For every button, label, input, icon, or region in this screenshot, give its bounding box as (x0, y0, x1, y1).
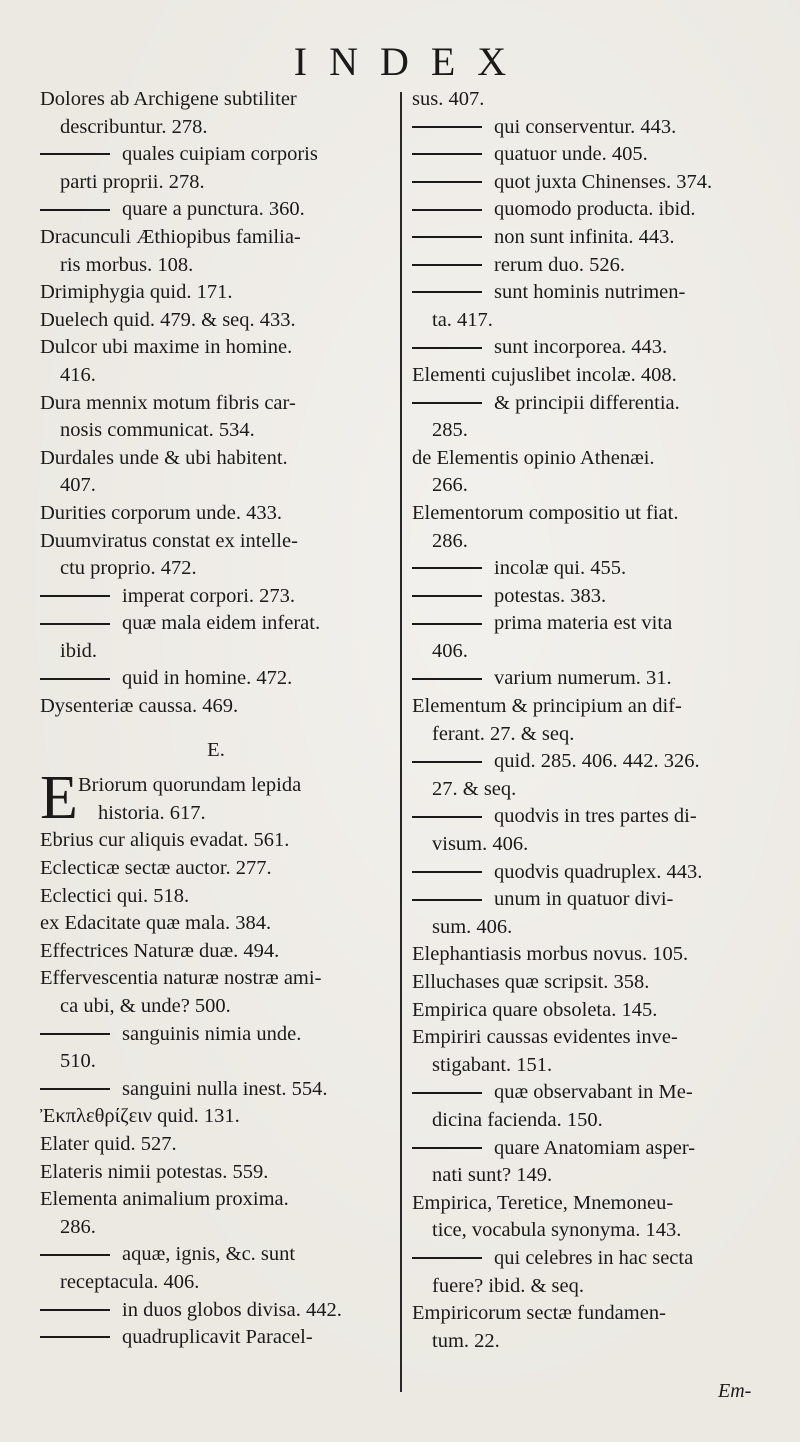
index-entry (40, 1297, 392, 1325)
index-entry (412, 252, 764, 280)
entry-line (40, 417, 392, 445)
entry-text: Dolores ab Archigene subtiliter (40, 88, 297, 110)
entry-line (40, 555, 392, 583)
index-entry (412, 886, 764, 941)
entry-line (412, 638, 764, 666)
entry-line (40, 1324, 392, 1352)
ditto-dash (412, 567, 482, 569)
entry-line (412, 859, 764, 887)
right-column (412, 86, 764, 1355)
ditto-dash (412, 1092, 482, 1094)
entry-text: nosis communicat. 534. (60, 419, 255, 442)
entry-line (40, 334, 392, 362)
ditto-dash (40, 1309, 110, 1311)
entry-line (412, 1024, 764, 1052)
entry-line (412, 1190, 764, 1218)
entry-text: Elephantiasis morbus novus. 105. (412, 943, 689, 966)
entry-text: ferant. 27. & seq. (432, 722, 575, 745)
entry-text: Effectrices Naturæ duæ. 494. (40, 939, 280, 962)
entry-line (40, 827, 392, 855)
index-entry (40, 307, 392, 335)
ditto-dash (412, 126, 482, 128)
ditto-dash (412, 816, 482, 818)
entry-line (40, 1214, 392, 1242)
entry-line (40, 472, 392, 500)
index-entry (412, 665, 764, 693)
dropcap-entry (40, 764, 392, 833)
entry-line (412, 583, 764, 611)
entry-line (412, 1162, 764, 1190)
entry-line (40, 362, 392, 390)
entry-text: stigabant. 151. (432, 1053, 553, 1076)
entry-line (40, 141, 392, 169)
entry-text: quare a punctura. 360. (122, 198, 305, 221)
entry-text: Duelech quid. 479. & seq. 433. (40, 308, 296, 331)
entry-text: Eclecticæ sectæ auctor. 277. (40, 857, 272, 880)
entry-text: ex Edacitate quæ mala. 384. (40, 912, 272, 935)
ditto-dash (40, 623, 110, 625)
entry-text: nati sunt? 149. (432, 1164, 553, 1187)
entry-line (40, 114, 392, 142)
entry-text: non sunt infinita. 443. (494, 225, 675, 248)
entry-text: sanguinis nimia unde. (122, 1022, 302, 1045)
entry-text: ca ubi, & unde? 500. (60, 995, 231, 1017)
entry-line (412, 721, 764, 749)
entry-text: in duos globos divisa. 442. (122, 1298, 342, 1321)
entry-line (412, 1245, 764, 1273)
index-entry (40, 665, 392, 693)
entry-line (412, 831, 764, 859)
entry-text: Empirica, Teretice, Mnemoneu- (412, 1191, 674, 1214)
entry-line (40, 665, 392, 693)
index-entry (40, 583, 392, 611)
entry-text: varium numerum. 31. (494, 667, 672, 690)
entry-text: imperat corpori. 273. (122, 584, 296, 607)
entry-text: Ἐκπλεθρίζειν quid. 131. (40, 1105, 240, 1128)
entry-line (40, 965, 392, 993)
entry-line (40, 610, 392, 638)
index-entry (412, 748, 764, 803)
entry-text: Dulcor ubi maxime in homine. (40, 336, 293, 359)
index-entry (412, 1245, 764, 1300)
entry-text: potestas. 383. (494, 584, 607, 607)
entry-line (412, 224, 764, 252)
entry-line (412, 1328, 764, 1356)
ditto-dash (40, 1033, 110, 1035)
ditto-dash (412, 181, 482, 183)
entry-line (412, 528, 764, 556)
index-entry (412, 1190, 764, 1245)
index-entry (412, 583, 764, 611)
entry-text: quodvis quadruplex. 443. (494, 860, 703, 883)
entry-line (412, 279, 764, 307)
left-column (40, 86, 392, 1352)
index-entry (40, 610, 392, 665)
entry-line (40, 583, 392, 611)
entry-text: Durdales unde & ubi habitent. (40, 446, 288, 469)
entry-text: fuere? ibid. & seq. (432, 1274, 584, 1297)
entry-text: Duumviratus constat ex intelle- (40, 529, 298, 552)
left-entries-d (40, 86, 392, 721)
index-entry (40, 1131, 392, 1159)
entry-line (40, 1269, 392, 1297)
index-entry (40, 1076, 392, 1104)
entry-text: prima materia est vita (494, 612, 673, 635)
entry-text: quatuor unde. 405. (494, 143, 648, 166)
entry-text: quæ observabant in Me- (494, 1081, 693, 1104)
ditto-dash (412, 209, 482, 211)
index-entry (412, 1079, 764, 1134)
index-entry (412, 196, 764, 224)
entry-line (412, 86, 764, 114)
entry-text: sus. 407. (412, 88, 485, 110)
entry-line (412, 803, 764, 831)
entry-line (412, 417, 764, 445)
entry-text: ris morbus. 108. (60, 253, 194, 276)
entry-text: dicina facienda. 150. (432, 1108, 603, 1131)
entry-text: 510. (60, 1050, 96, 1073)
index-entry (412, 334, 764, 362)
entry-text: qui conserventur. 443. (494, 115, 677, 138)
index-entry (40, 1241, 392, 1296)
entry-line (412, 114, 764, 142)
entry-text: Dracunculi Æthiopibus familia- (40, 225, 301, 248)
entry-line (412, 445, 764, 473)
index-entry (40, 693, 392, 721)
entry-line (40, 638, 392, 666)
entry-text: visum. 406. (432, 833, 529, 856)
entry-line (412, 169, 764, 197)
entry-text: Empirica quare obsoleta. 145. (412, 998, 658, 1021)
entry-text: ctu proprio. 472. (60, 557, 197, 580)
ditto-dash (40, 678, 110, 680)
ditto-dash (412, 153, 482, 155)
index-entry (40, 855, 392, 883)
left-entries-e (40, 827, 392, 1351)
entry-text: Dura mennix motum fibris car- (40, 391, 296, 414)
entry-text: Drimiphygia quid. 171. (40, 281, 233, 304)
entry-text: ta. 417. (432, 308, 493, 331)
ditto-dash (412, 402, 482, 404)
entry-text: 416. (60, 363, 96, 386)
entry-line (412, 941, 764, 969)
index-entry (412, 445, 764, 500)
ditto-dash (412, 347, 482, 349)
entry-text: 285. (432, 419, 468, 442)
entry-text: quales cuipiam corporis (122, 143, 318, 166)
entry-text: 406. (432, 639, 468, 662)
entry-line (412, 1107, 764, 1135)
ditto-dash (40, 1254, 110, 1256)
entry-text: Eclectici qui. 518. (40, 884, 190, 907)
index-entry (40, 196, 392, 224)
entry-text: quadruplicavit Paracel- (122, 1326, 313, 1349)
entry-line (40, 307, 392, 335)
entry-text: quot juxta Chinenses. 374. (494, 170, 713, 193)
index-entry (40, 500, 392, 528)
entry-text: ibid. (60, 639, 98, 662)
entry-line (40, 993, 392, 1021)
ditto-dash (412, 264, 482, 266)
entry-text: 27. & seq. (432, 777, 517, 800)
entry-line (40, 693, 392, 721)
entry-line (412, 390, 764, 418)
entry-text: & principii differentia. (494, 391, 680, 414)
ditto-dash (40, 153, 110, 155)
entry-line (412, 1079, 764, 1107)
entry-line (412, 665, 764, 693)
entry-line (40, 1021, 392, 1049)
entry-text: quomodo producta. ibid. (494, 198, 696, 221)
entry-text: quæ mala eidem inferat. (122, 612, 321, 635)
index-entry (412, 86, 764, 114)
index-entry (40, 1324, 392, 1352)
entry-line (412, 969, 764, 997)
entry-line (40, 1103, 392, 1131)
entry-line (40, 1159, 392, 1187)
index-entry (412, 362, 764, 390)
entry-text: qui celebres in hac secta (494, 1246, 694, 1269)
index-entry (412, 500, 764, 555)
section-heading-e: E. (207, 738, 225, 761)
entry-text: sunt incorporea. 443. (494, 336, 668, 359)
entry-line (412, 1217, 764, 1245)
index-entry (40, 1186, 392, 1241)
index-entry (40, 445, 392, 500)
entry-line (40, 86, 392, 114)
entry-line (40, 1131, 392, 1159)
entry-line (412, 886, 764, 914)
ditto-dash (412, 236, 482, 238)
entry-text: quodvis in tres partes di- (494, 805, 697, 828)
entry-line (412, 196, 764, 224)
entry-line (412, 1052, 764, 1080)
entry-line (40, 1048, 392, 1076)
entry-line (412, 141, 764, 169)
entry-line (40, 500, 392, 528)
ditto-dash (412, 761, 482, 763)
entry-line (40, 196, 392, 224)
entry-line (412, 1300, 764, 1328)
index-entry (40, 390, 392, 445)
entry-text: incolæ qui. 455. (494, 557, 627, 580)
entry-line (40, 938, 392, 966)
entry-line (40, 855, 392, 883)
entry-line (412, 334, 764, 362)
index-entry (40, 224, 392, 279)
index-entry (412, 859, 764, 887)
index-entry (40, 86, 392, 141)
entry-line (40, 910, 392, 938)
entry-line (412, 693, 764, 721)
entry-text: 286. (60, 1215, 96, 1238)
entry-line (40, 1297, 392, 1325)
index-entry (40, 334, 392, 389)
index-entry (412, 693, 764, 748)
index-entry (412, 114, 764, 142)
index-entry (40, 910, 392, 938)
ditto-dash (412, 1147, 482, 1149)
entry-line (40, 445, 392, 473)
entry-text: rerum duo. 526. (494, 253, 625, 276)
index-entry (40, 1021, 392, 1076)
entry-text: Elementorum compositio ut fiat. (412, 501, 679, 524)
entry-line (412, 914, 764, 942)
ditto-dash (40, 595, 110, 597)
entry-text: Empiricorum sectæ fundamen- (412, 1302, 666, 1325)
index-entry (40, 141, 392, 196)
index-entry (40, 965, 392, 1020)
entry-line (412, 555, 764, 583)
index-entry (412, 169, 764, 197)
entry-text: aquæ, ignis, &c. sunt (122, 1243, 296, 1266)
entry-text: Elementum & principium an dif- (412, 695, 682, 718)
entry-line (40, 169, 392, 197)
entry-line: Briorum quorundam lepida (78, 774, 302, 797)
entry-line (40, 252, 392, 280)
entry-line: historia. 617. (98, 801, 206, 824)
entry-text: describuntur. 278. (60, 115, 208, 138)
ditto-dash (40, 209, 110, 211)
index-entry (412, 803, 764, 858)
entry-text: Dysenteriæ caussa. 469. (40, 695, 239, 718)
ditto-dash (412, 1257, 482, 1259)
entry-line (412, 1273, 764, 1301)
entry-text: Empiriri caussas evidentes inve- (412, 1026, 678, 1049)
entry-text: parti proprii. 278. (60, 170, 205, 193)
ditto-dash (412, 678, 482, 680)
entry-text: 286. (432, 529, 468, 552)
index-entry (412, 1135, 764, 1190)
entry-line (40, 1241, 392, 1269)
entry-text: Elluchases quæ scripsit. 358. (412, 971, 650, 993)
entry-text: Durities corporum unde. 433. (40, 501, 282, 524)
index-entry (40, 528, 392, 583)
entry-text: tice, vocabula synonyma. 143. (432, 1219, 682, 1242)
index-entry (412, 279, 764, 334)
page-title: INDEX (293, 39, 529, 84)
index-entry (412, 1024, 764, 1079)
entry-text: Elementi cujuslibet incolæ. 408. (412, 363, 677, 386)
index-entry (412, 1300, 764, 1355)
entry-text: Elater quid. 527. (40, 1132, 177, 1155)
right-entries (412, 86, 764, 1355)
entry-line (40, 1186, 392, 1214)
index-entry (40, 1103, 392, 1131)
entry-line (412, 748, 764, 776)
index-entry (412, 390, 764, 445)
ditto-dash (412, 595, 482, 597)
index-entry (40, 279, 392, 307)
entry-text: tum. 22. (432, 1329, 500, 1352)
entry-line (40, 390, 392, 418)
column-divider (400, 92, 402, 1392)
entry-text: sanguini nulla inest. 554. (122, 1077, 328, 1100)
entry-text: Elementa animalium proxima. (40, 1188, 289, 1211)
index-entry (412, 610, 764, 665)
entry-text: receptacula. 406. (60, 1270, 200, 1293)
index-entry (40, 1159, 392, 1187)
entry-line (40, 528, 392, 556)
entry-text: Ebrius cur aliquis evadat. 561. (40, 829, 290, 852)
ditto-dash (412, 623, 482, 625)
entry-line (412, 307, 764, 335)
index-entry (412, 941, 764, 969)
entry-text: quid in homine. 472. (122, 667, 293, 690)
entry-line (412, 776, 764, 804)
ditto-dash (412, 899, 482, 901)
entry-line (412, 252, 764, 280)
index-entry (40, 883, 392, 911)
entry-line (40, 1076, 392, 1104)
index-entry (40, 827, 392, 855)
catchword: Em- (718, 1380, 752, 1402)
ditto-dash (412, 291, 482, 293)
drop-capital: E (40, 764, 78, 833)
entry-line (412, 362, 764, 390)
entry-line (412, 1135, 764, 1163)
entry-text: Elateris nimii potestas. 559. (40, 1160, 269, 1183)
entry-line (412, 997, 764, 1025)
index-entry (40, 938, 392, 966)
entry-line (412, 610, 764, 638)
entry-text: 407. (60, 474, 96, 497)
index-entry (412, 969, 764, 997)
entry-line (40, 883, 392, 911)
index-entry (412, 224, 764, 252)
entry-line (412, 500, 764, 528)
entry-text: sum. 406. (432, 915, 513, 938)
entry-text: quare Anatomiam asper- (494, 1136, 696, 1159)
entry-text: Effervescentia naturæ nostræ ami- (40, 967, 322, 990)
entry-line (412, 472, 764, 500)
entry-line (40, 279, 392, 307)
entry-text: de Elementis opinio Athenæi. (412, 446, 655, 469)
index-entry (412, 141, 764, 169)
ditto-dash (40, 1336, 110, 1338)
entry-text: quid. 285. 406. 442. 326. (494, 750, 700, 773)
entry-line (40, 224, 392, 252)
index-entry (412, 997, 764, 1025)
ditto-dash (412, 871, 482, 873)
ditto-dash (40, 1088, 110, 1090)
entry-text: sunt hominis nutrimen- (494, 281, 686, 304)
entry-text: 266. (432, 474, 468, 497)
entry-text: unum in quatuor divi- (494, 888, 674, 911)
index-entry (412, 555, 764, 583)
